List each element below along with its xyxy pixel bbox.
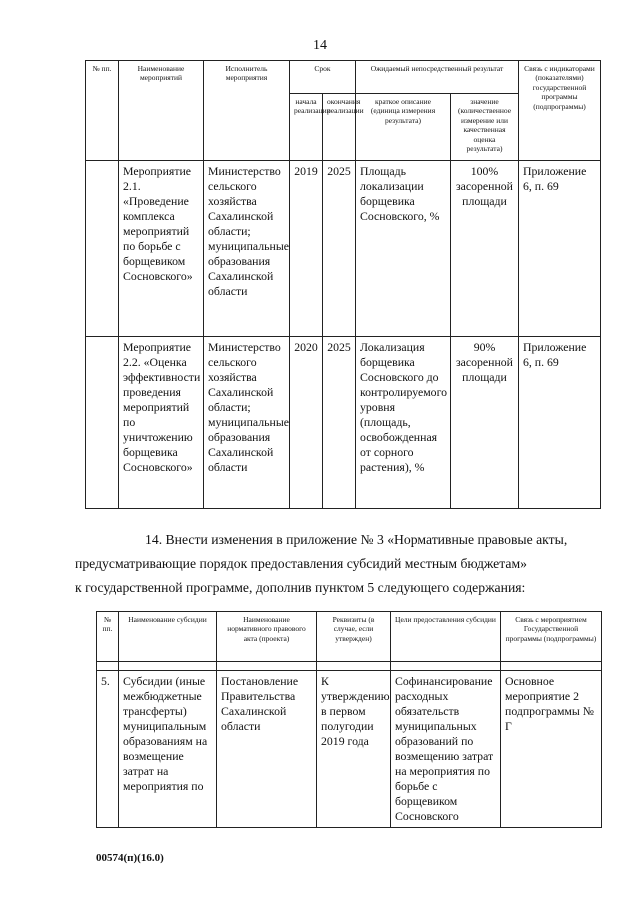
col-link-header: Связь с индикаторами (показателями) государственной программы (подпрограммы) — [519, 61, 601, 161]
paragraph-line-3: к государственной программе, дополнив пунктом 5 следующего содержания: — [75, 580, 526, 595]
result-short: Локализация борщевика Сосновского до контролируемого уровня (площадь, освобожденная от сорного растения), % — [356, 337, 451, 509]
col-act-header: Наименование нормативного правового акта (проекта) — [217, 612, 317, 662]
result-short: Площадь локализации борщевика Сосновского, % — [356, 161, 451, 337]
col-name-header: Наименование мероприятий — [119, 61, 204, 161]
measure-name: Мероприятие 2.1. «Проведение комплекса мероприятий по борьбе с борщевиком Сосновского» — [119, 161, 204, 337]
result-value: 90% засоренной площади — [451, 337, 519, 509]
subsidy-name: Субсидии (иные межбюджетные трансферты) муниципальным образованиям на возмещение затрат на мероприятия по — [119, 671, 217, 828]
table-row — [86, 337, 601, 509]
col-details-header: Реквизиты (в случае, если утвержден) — [317, 612, 391, 662]
paragraph-line-1: 14. Внести изменения в приложение № 3 «Нормативные правовые акты, — [145, 532, 568, 547]
term-end: 2025 — [323, 161, 356, 337]
amendment-paragraph — [75, 528, 595, 600]
document-code: 00574(п)(16.0) — [96, 852, 164, 864]
table-row — [86, 161, 601, 337]
term-end: 2025 — [323, 337, 356, 509]
col-goals-header: Цели предоставления субсидии — [391, 612, 501, 662]
row-num — [86, 337, 119, 509]
indicator-link: Приложение 6, п. 69 — [519, 337, 601, 509]
table-row — [97, 671, 602, 828]
subsidy-goals: Софинансирование расходных обязательств муниципальных образований по возмещению затрат на мероприятия по борьбе с борщевиком Сосновского — [391, 671, 501, 828]
col-result-value-header: значение (количественное измерение или качественная оценка результата) — [451, 94, 519, 161]
measure-executor: Министерство сельского хозяйства Сахалинской области; муниципальные образования Сахалинской области — [204, 161, 290, 337]
page-number: 14 — [313, 38, 327, 53]
row-num: 5. — [97, 671, 119, 828]
subsidies-table — [96, 611, 602, 828]
col-subsidy-name-header: Наименование субсидии — [119, 612, 217, 662]
paragraph-line-2: предусматривающие порядок предоставления субсидий местным бюджетам» — [75, 556, 527, 571]
row-num — [86, 161, 119, 337]
col-term-header: Срок — [290, 61, 356, 94]
indicator-link: Приложение 6, п. 69 — [519, 161, 601, 337]
term-start: 2019 — [290, 161, 323, 337]
col-executor-header: Исполнитель мероприятия — [204, 61, 290, 161]
term-start: 2020 — [290, 337, 323, 509]
result-value: 100% засоренной площади — [451, 161, 519, 337]
measure-executor: Министерство сельского хозяйства Сахалинской области; муниципальные образования Сахалинской области — [204, 337, 290, 509]
legal-act: Постановление Правительства Сахалинской области — [217, 671, 317, 828]
col-num-header: № пп. — [86, 61, 119, 161]
act-details: К утверждению в первом полугодии 2019 года — [317, 671, 391, 828]
col-result-short-header: краткое описание (единица измерения результата) — [356, 94, 451, 161]
program-link: Основное мероприятие 2 подпрограммы № Г — [501, 671, 602, 828]
col-term-end-header: окончания реализации — [323, 94, 356, 161]
col-link-header: Связь с мероприятием Государственной программы (подпрограммы) — [501, 612, 602, 662]
measure-name: Мероприятие 2.2. «Оценка эффективности проведения мероприятий по уничтожению борщевика Сосновского» — [119, 337, 204, 509]
col-term-start-header: начала реализации — [290, 94, 323, 161]
col-result-header: Ожидаемый непосредственный результат — [356, 61, 519, 94]
measures-table — [85, 60, 601, 509]
col-num-header: № пп. — [97, 612, 119, 662]
